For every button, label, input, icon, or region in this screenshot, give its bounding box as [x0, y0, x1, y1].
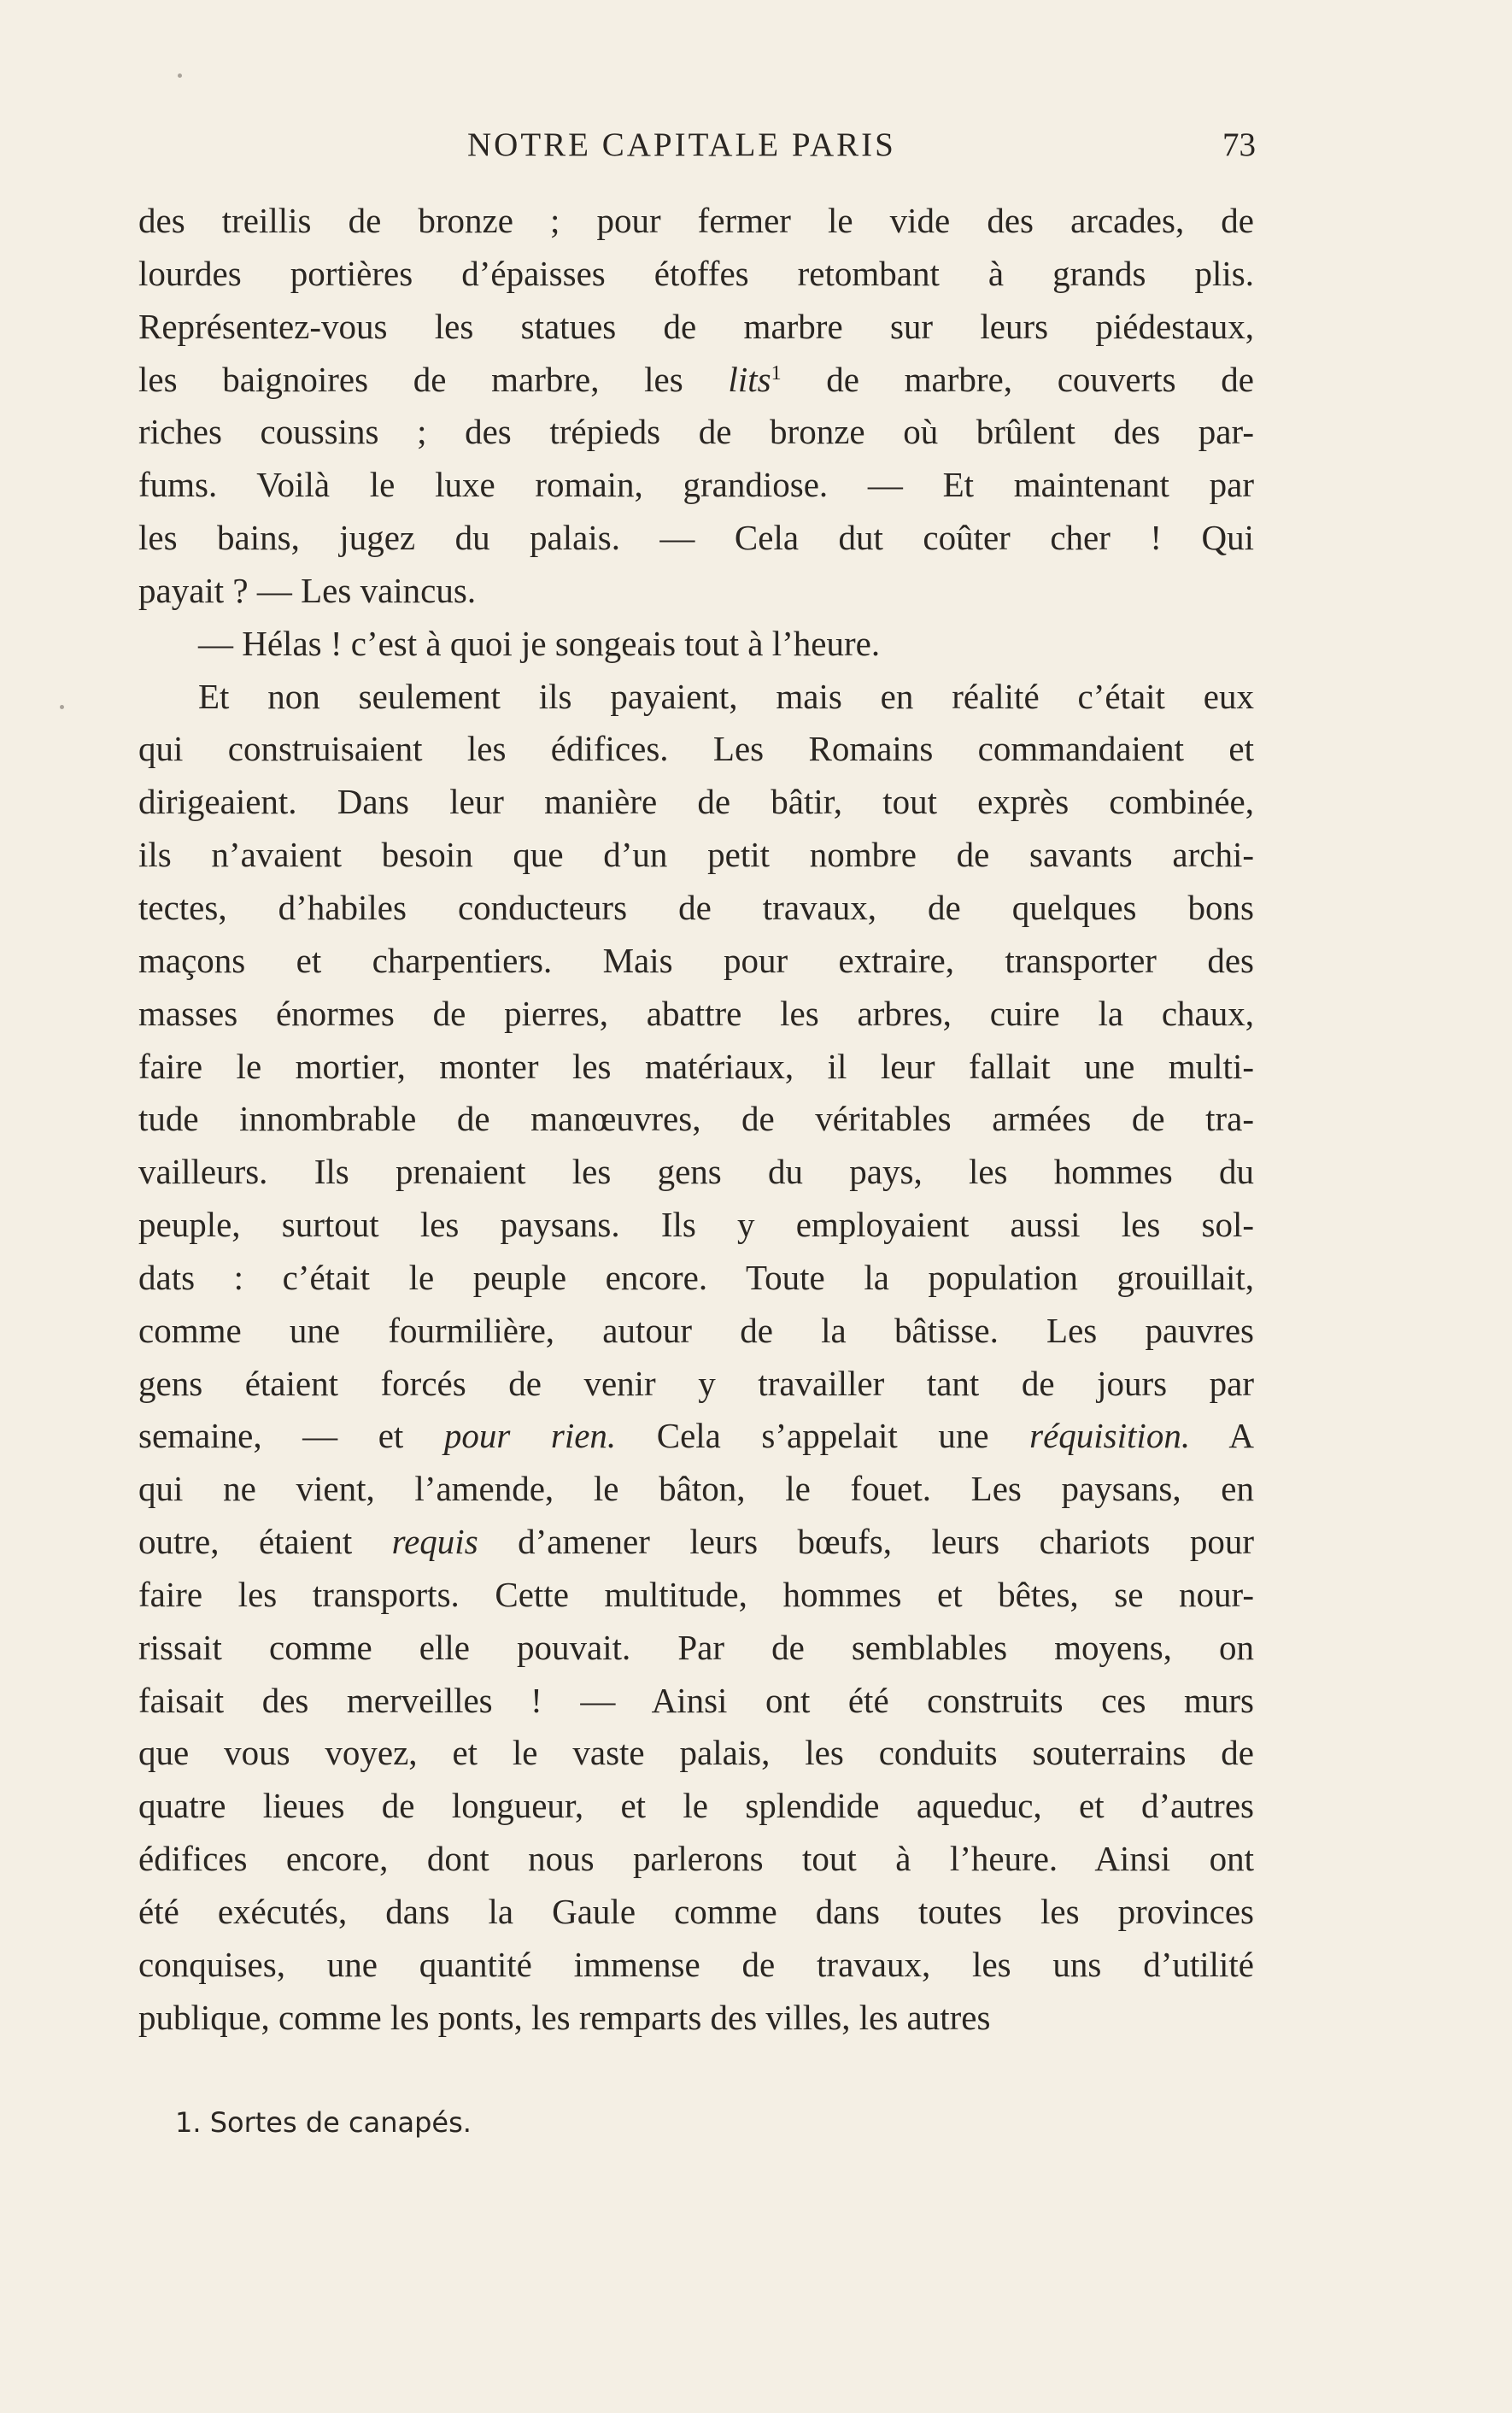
italic-span: réquisition.: [1029, 1416, 1191, 1456]
page-number: 73: [1222, 126, 1256, 163]
text-line: Représentez-vous les statues de marbre sur leurs piédestaux,: [138, 306, 1254, 346]
text-line: semaine, — et pour rien. Cela s’appelait une réquisition. A: [138, 1416, 1254, 1456]
text-line: dirigeaient. Dans leur manière de bâtir, tout exprès combinée,: [138, 782, 1254, 822]
text-line: publique, comme les ponts, les remparts des villes, les autres: [138, 1997, 991, 2037]
footnote: 1. Sortes de canapés.: [175, 2106, 472, 2139]
text-line: été exécutés, dans la Gaule comme dans toutes les provinces: [138, 1892, 1254, 1931]
italic-span: pour rien.: [443, 1416, 617, 1456]
text-line: payait ? — Les vaincus.: [138, 570, 477, 610]
text-line: tectes, d’habiles conducteurs de travaux, de quelques bons: [138, 887, 1254, 927]
text-line: dats : c’était le peuple encore. Toute la population grouillait,: [138, 1257, 1254, 1297]
text-line: rissait comme elle pouvait. Par de semblables moyens, on: [138, 1627, 1254, 1667]
text-line: les baignoires de marbre, les lits$^1$ de marbre, couverts de: [138, 359, 1254, 399]
text-line: outre, étaient requis d’amener leurs bœufs, leurs chariots pour: [138, 1522, 1254, 1562]
text-line: fums. Voilà le luxe romain, grandiose. — Et maintenant par: [138, 465, 1254, 505]
text-line: les bains, jugez du palais. — Cela dut coûter cher ! Qui: [138, 518, 1254, 558]
text-line: que vous voyez, et le vaste palais, les conduits souterrains de: [138, 1733, 1254, 1773]
text-line: Et non seulement ils payaient, mais en réalité c’était eux: [198, 676, 1254, 716]
italic-span: requis: [391, 1522, 478, 1562]
text-line: des treillis de bronze ; pour fermer le vide des arcades, de: [138, 201, 1254, 240]
running-head: [138, 124, 1256, 167]
paper-speck: [178, 73, 182, 78]
italic-span: lits: [728, 359, 771, 399]
text-line: comme une fourmilière, autour de la bâtisse. Les pauvres: [138, 1310, 1254, 1350]
text-line: lourdes portières d’épaisses étoffes retombant à grands plis.: [138, 253, 1254, 293]
text-line: masses énormes de pierres, abattre les arbres, cuire la chaux,: [138, 993, 1254, 1033]
text-line: qui ne vient, l’amende, le bâton, le fouet. Les paysans, en: [138, 1469, 1254, 1509]
text-line: maçons et charpentiers. Mais pour extraire, transporter des: [138, 940, 1254, 980]
text-line: faire le mortier, monter les matériaux, il leur fallait une multi-: [138, 1046, 1254, 1086]
text-line: riches coussins ; des trépieds de bronze où brûlent des par-: [138, 412, 1254, 452]
running-title: NOTRE CAPITALE PARIS: [467, 126, 896, 163]
footnote-marker: 1: [771, 361, 782, 385]
text-line: ils n’avaient besoin que d’un petit nombre de savants archi-: [138, 835, 1254, 875]
text-line: vailleurs. Ils prenaient les gens du pays, les hommes du: [138, 1152, 1254, 1192]
text-line: édifices encore, dont nous parlerons tout à l’heure. Ainsi ont: [138, 1839, 1254, 1879]
text-line: faire les transports. Cette multitude, hommes et bêtes, se nour-: [138, 1574, 1254, 1614]
text-line: — Hélas ! c’est à quoi je songeais tout à l’heure.: [198, 623, 881, 663]
text-line: qui construisaient les édifices. Les Romains commandaient et: [138, 729, 1254, 769]
text-line: quatre lieues de longueur, et le splendide aqueduc, et d’autres: [138, 1786, 1254, 1826]
text-line: conquises, une quantité immense de travaux, les uns d’utilité: [138, 1944, 1254, 1984]
text-line: faisait des merveilles ! — Ainsi ont été construits ces murs: [138, 1680, 1254, 1720]
text-line: peuple, surtout les paysans. Ils y employaient aussi les sol-: [138, 1205, 1254, 1245]
body-text: [138, 195, 1254, 2045]
text-line: tude innombrable de manœuvres, de véritables armées de tra-: [138, 1099, 1254, 1139]
text-line: gens étaient forcés de venir y travailler tant de jours par: [138, 1363, 1254, 1403]
paper-speck: [60, 705, 64, 709]
